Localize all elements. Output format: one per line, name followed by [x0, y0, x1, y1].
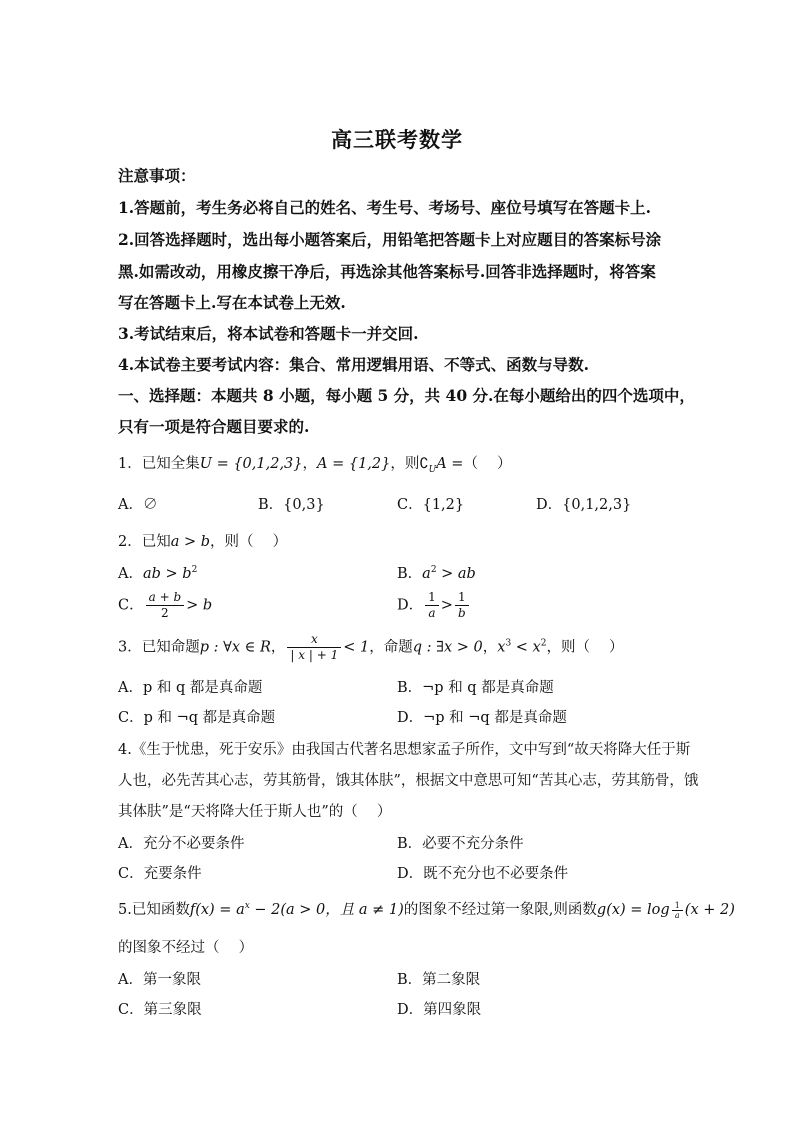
q3-proposition-q: q : ∃x > 0 — [412, 639, 483, 656]
q3-mid: ，命题 — [369, 639, 413, 656]
q4-option-b: B．必要不充分条件 — [397, 836, 524, 852]
question-1 — [118, 452, 512, 475]
q3-lt: < 1 — [343, 639, 370, 656]
q2-option-d-label: D． — [397, 597, 424, 614]
q3-ineq-sup2: 2 — [540, 638, 547, 649]
q1-option-c-label: C． — [397, 497, 423, 513]
q2-option-a — [118, 562, 197, 583]
q2-prefix: 2．已知 — [118, 534, 171, 550]
q2-option-d-num1: 1 — [425, 590, 439, 606]
notice-item-2-cont: 黑.如需改动，用橡皮擦干净后，再选涂其他答案标号.回答非选择题时，将答案 — [118, 262, 656, 281]
q5-log-base-num: 1 — [672, 901, 683, 911]
q3-prefix: 3．已知命题 — [118, 639, 200, 656]
q1-set-u: U = {0,1,2,3} — [199, 456, 303, 472]
q1-option-d — [536, 493, 631, 514]
q2-condition: a > b — [170, 534, 211, 550]
q5-option-b: B．第二象限 — [397, 972, 481, 988]
q2-option-a-label: A． — [118, 566, 143, 582]
q2-tail: ，则（ ） — [210, 534, 288, 550]
q1-option-a — [118, 493, 157, 514]
q3-fraction — [287, 632, 341, 663]
q1-option-d-text: {0,1,2,3} — [562, 497, 632, 513]
q1-mid: ，则 — [390, 456, 420, 472]
q1-option-c — [397, 493, 464, 514]
q2-option-b-label: B． — [397, 566, 423, 582]
q4-option-d: D．既不充分也不必要条件 — [397, 866, 569, 882]
q3-frac-num: x — [287, 632, 341, 648]
q2-option-d-gt: > — [440, 597, 453, 614]
question-4-line-2: 人也，必先苦其心志，劳其筋骨，饿其体肤”，根据文中意思可知“苦其心志，劳其筋骨，饿 — [118, 773, 699, 789]
q2-option-d-frac1 — [425, 590, 439, 621]
q5-option-c: C．第三象限 — [118, 1002, 202, 1018]
q5-function-g-arg: (x + 2) — [684, 902, 735, 918]
q1-option-b — [258, 493, 325, 514]
q3-ineq-base1: x — [497, 639, 506, 656]
q5-mid: 的图象不经过第一象限,则函数 — [403, 902, 597, 918]
q5-prefix: 5.已知函数 — [118, 902, 190, 918]
q1-tail: （ ） — [463, 456, 512, 472]
q5-option-d: D．第四象限 — [397, 1002, 482, 1018]
q2-option-c-num: a + b — [146, 590, 185, 606]
q1-option-a-label: A． — [118, 497, 143, 513]
q3-option-c: C．p 和 ¬q 都是真命题 — [118, 710, 276, 726]
q1-prefix: 1．已知全集 — [118, 456, 200, 472]
question-2 — [118, 530, 287, 551]
section-heading: 一、选择题：本题共 8 小题，每小题 5 分，共 40 分.在每小题给出的四个选项中， — [118, 386, 695, 405]
q5-option-a: A．第一象限 — [118, 972, 201, 988]
page-title: 高三联考数学 — [331, 127, 463, 152]
q3-proposition-p: p : ∀x ∈ R — [199, 639, 271, 656]
q5-function-f-rest: − 2(a > 0，且 a ≠ 1) — [249, 902, 404, 918]
q3-option-d: D．¬p 和 ¬q 都是真命题 — [397, 710, 567, 726]
notice-item-2-cont2: 写在答题卡上.写在本试卷上无效. — [118, 293, 346, 312]
q1-sep: ， — [302, 456, 318, 472]
q2-option-a-text: ab > b — [142, 566, 192, 582]
q4-option-c: C．充要条件 — [118, 866, 202, 882]
q3-tail: ，则（ ） — [546, 639, 624, 656]
question-4-line-3: 其体肤”是“天将降大任于斯人也”的（ ） — [118, 804, 392, 820]
q2-option-c-tail: > b — [186, 597, 213, 614]
q1-option-b-text: {0,3} — [283, 497, 325, 513]
q3-sep2: ， — [482, 639, 498, 656]
q1-option-d-label: D． — [536, 497, 563, 513]
section-heading-cont: 只有一项是符合题目要求的. — [118, 417, 310, 436]
notice-item-2: 2.回答选择题时，选出每小题答案后，用铅笔把答题卡上对应题目的答案标号涂 — [118, 230, 662, 249]
q2-option-c-fraction — [146, 590, 185, 621]
q2-option-b — [397, 562, 476, 583]
q2-option-c-label: C． — [118, 597, 144, 614]
notice-item-1: 1.答题前，考生务必将自己的姓名、考生号、考场号、座位号填写在答题卡上. — [118, 198, 652, 217]
q4-option-a: A．充分不必要条件 — [118, 836, 245, 852]
q3-ineq-sup1: 3 — [505, 638, 512, 649]
q5-log-base-den: a — [674, 910, 680, 920]
q2-option-b-rest: > ab — [436, 566, 476, 582]
q5-function-f-sup: x — [244, 901, 250, 912]
notice-heading: 注意事项： — [118, 166, 196, 185]
question-3 — [118, 632, 624, 663]
q1-option-a-text: ∅ — [142, 497, 158, 513]
q1-option-b-label: B． — [258, 497, 284, 513]
q3-frac-den: | x | + 1 — [290, 648, 339, 662]
q1-complement-a: A = — [436, 456, 464, 472]
notice-item-3: 3.考试结束后，将本试卷和答题卡一并交回. — [118, 324, 419, 343]
q2-option-d — [397, 590, 471, 621]
q2-option-c-den: 2 — [161, 606, 169, 620]
q3-ineq-base2: < x — [511, 639, 541, 656]
q2-option-d-den2: b — [457, 606, 466, 620]
q2-option-d-num2: 1 — [455, 590, 469, 606]
q2-option-d-frac2 — [455, 590, 469, 621]
q3-option-b: B．¬p 和 q 都是真命题 — [397, 680, 554, 696]
q1-complement: ∁ — [419, 456, 429, 472]
q2-option-b-sup: 2 — [430, 565, 437, 576]
question-5-line-2: 的图象不经过（ ） — [118, 940, 254, 956]
q5-function-g: g(x) = log — [596, 902, 670, 918]
question-4-line-1: 4.《生于忧患，死于安乐》由我国古代著名思想家孟子所作，文中写到“故天将降大任于斯 — [118, 742, 691, 758]
q2-option-d-den1: a — [428, 606, 436, 620]
q3-option-a: A．p 和 q 都是真命题 — [118, 680, 263, 696]
q2-option-c — [118, 590, 212, 621]
notice-item-4: 4.本试卷主要考试内容：集合、常用逻辑用语、不等式、函数与导数. — [118, 355, 590, 374]
q1-option-c-text: {1,2} — [422, 497, 465, 513]
q1-complement-sub: U — [428, 464, 437, 475]
question-5 — [118, 898, 735, 920]
q1-set-a: A = {1,2} — [317, 456, 391, 472]
q5-log-base — [672, 901, 683, 920]
q3-sep: ， — [270, 639, 286, 656]
q5-function-f: f(x) = a — [189, 902, 245, 918]
q2-option-a-sup: 2 — [191, 565, 198, 576]
q2-option-b-base: a — [422, 566, 431, 582]
